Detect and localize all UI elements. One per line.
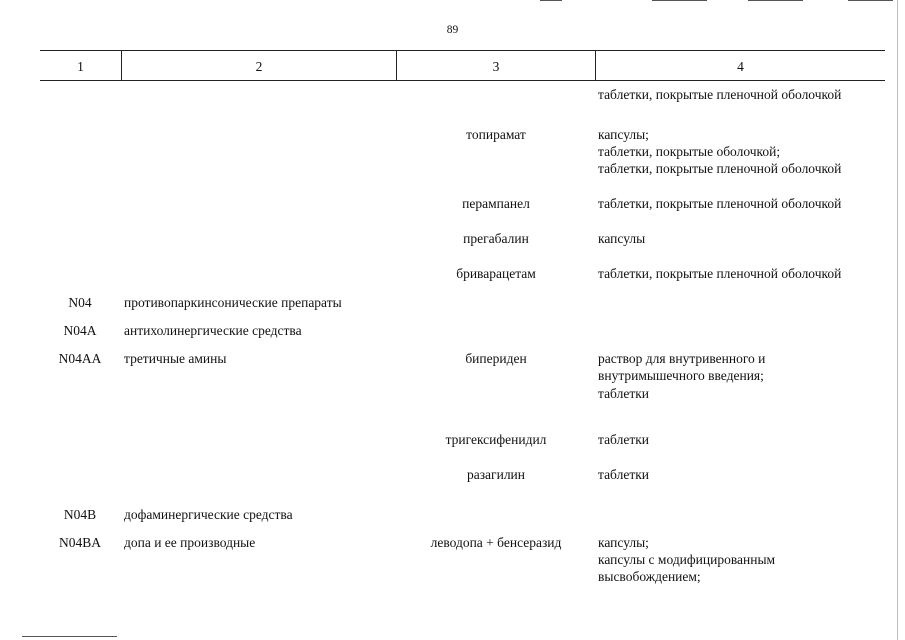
atc-code: N04B xyxy=(63,507,97,522)
dosage-form: внутримышечного введения; xyxy=(598,368,764,383)
dosage-form: капсулы xyxy=(598,231,646,246)
drug-name: бриварацетам xyxy=(456,266,536,281)
atc-code: N04AA xyxy=(58,351,102,366)
dosage-form: таблетки, покрытые пленочной оболочкой xyxy=(598,87,842,102)
header-col-2: 2 xyxy=(255,59,263,74)
dosage-form: капсулы; xyxy=(598,127,649,142)
drug-name: тригексифенидил xyxy=(445,432,547,447)
header-col-4: 4 xyxy=(737,59,744,74)
atc-code: N04BA xyxy=(58,535,101,550)
scan-mark xyxy=(748,0,803,1)
group-name: противопаркинсонические препараты xyxy=(124,295,342,310)
scan-mark xyxy=(848,0,893,1)
dosage-form: таблетки, покрытые пленочной оболочкой xyxy=(598,266,842,281)
dosage-form: таблетки, покрытые пленочной оболочкой xyxy=(598,161,842,176)
dosage-form: раствор для внутривенного и xyxy=(598,351,766,366)
atc-code: N04 xyxy=(68,295,92,310)
group-name: антихолинергические средства xyxy=(124,323,302,338)
dosage-form: таблетки xyxy=(598,467,650,482)
drug-name: перампанел xyxy=(462,196,530,211)
dosage-form: таблетки, покрытые пленочной оболочкой xyxy=(598,196,842,211)
header-bottom-rule xyxy=(40,80,885,81)
dosage-form: капсулы; xyxy=(598,535,649,550)
drug-name: разагилин xyxy=(466,467,525,482)
scan-mark xyxy=(652,0,707,1)
drug-name: топирамат xyxy=(466,127,526,142)
dosage-form: таблетки xyxy=(598,386,650,401)
dosage-form: высвобождением; xyxy=(598,569,701,584)
dosage-form: таблетки, покрытые оболочкой; xyxy=(598,144,781,159)
group-name: допа и ее производные xyxy=(124,535,256,550)
scan-edge xyxy=(897,0,898,640)
drug-name: прегабалин xyxy=(463,231,529,246)
header-top-rule xyxy=(40,50,885,51)
atc-code: N04A xyxy=(63,323,97,338)
dosage-form: капсулы с модифицированным xyxy=(598,552,776,567)
header-col-1: 1 xyxy=(77,59,84,74)
group-name: дофаминергические средства xyxy=(124,507,293,522)
drug-name: леводопа + бенсеразид xyxy=(430,535,562,550)
scan-mark xyxy=(22,636,117,637)
dosage-form: таблетки xyxy=(598,432,650,447)
header-col-3: 3 xyxy=(492,59,500,74)
page-number: 89 xyxy=(446,24,459,36)
drug-name: бипериден xyxy=(465,351,527,366)
group-name: третичные амины xyxy=(124,351,227,366)
scan-mark xyxy=(540,0,562,1)
